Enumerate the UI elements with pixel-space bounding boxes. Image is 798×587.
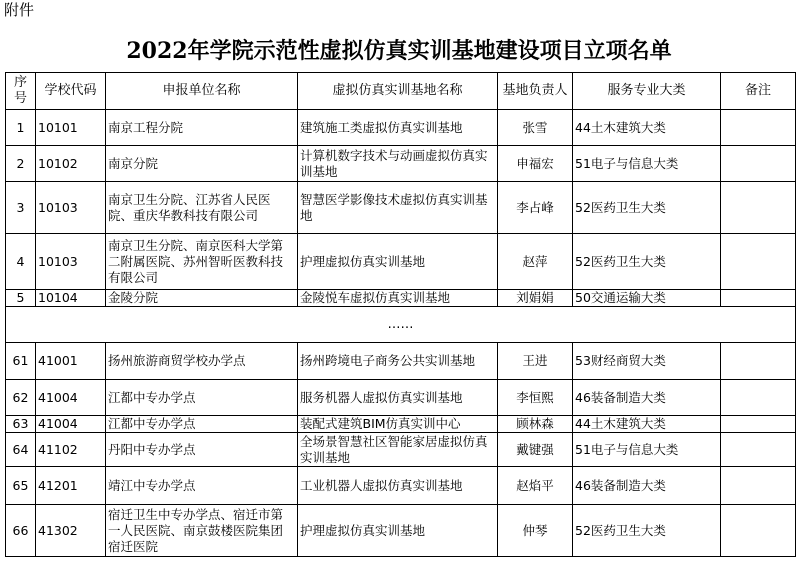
base-name-cell: 建筑施工类虚拟仿真实训基地 [298,110,498,146]
row-number-cell: 3 [6,182,36,234]
attachment-label: 附件 [4,1,35,19]
applicant-unit-cell: 江都中专办学点 [106,380,298,416]
base-name-cell: 工业机器人虚拟仿真实训基地 [298,467,498,505]
note-cell [721,234,796,290]
major-category-cell: 46装备制造大类 [573,467,721,505]
row-number-cell: 65 [6,467,36,505]
applicant-unit-cell: 南京卫生分院、南京医科大学第二附属医院、苏州智昕医教科技有限公司 [106,234,298,290]
project-list-table [5,72,796,557]
row-number-cell: 63 [6,416,36,433]
school-code-cell: 41201 [36,467,106,505]
applicant-unit-cell: 南京分院 [106,146,298,182]
table-row [6,416,796,433]
major-category-cell: 51电子与信息大类 [573,433,721,467]
base-name-cell: 计算机数字技术与动画虚拟仿真实训基地 [298,146,498,182]
row-number-cell: 5 [6,290,36,307]
table-row [6,433,796,467]
applicant-unit-cell: 金陵分院 [106,290,298,307]
table-row [6,505,796,557]
row-number-cell: 64 [6,433,36,467]
note-cell [721,505,796,557]
col-header-school-code: 学校代码 [36,73,106,110]
base-leader-cell: 李占峰 [498,182,573,234]
major-category-cell: 52医药卫生大类 [573,505,721,557]
applicant-unit-cell: 江都中专办学点 [106,416,298,433]
row-number-cell: 62 [6,380,36,416]
applicant-unit-cell: 扬州旅游商贸学校办学点 [106,343,298,380]
col-header-major-category: 服务专业大类 [573,73,721,110]
base-name-cell: 护理虚拟仿真实训基地 [298,505,498,557]
note-cell [721,416,796,433]
school-code-cell: 41001 [36,343,106,380]
document-title: 2022年学院示范性虚拟仿真实训基地建设项目立项名单 [126,38,672,64]
table-row [6,182,796,234]
base-leader-cell: 刘娟娟 [498,290,573,307]
school-code-cell: 41102 [36,433,106,467]
table-row [6,146,796,182]
applicant-unit-cell: 南京工程分院 [106,110,298,146]
col-header-no: 序号 [6,73,36,110]
school-code-cell: 41302 [36,505,106,557]
table-row [6,380,796,416]
school-code-cell: 10101 [36,110,106,146]
applicant-unit-cell: 靖江中专办学点 [106,467,298,505]
base-name-cell: 服务机器人虚拟仿真实训基地 [298,380,498,416]
table-row [6,110,796,146]
row-number-cell: 1 [6,110,36,146]
base-name-cell: 金陵悦车虚拟仿真实训基地 [298,290,498,307]
base-leader-cell: 李恒熙 [498,380,573,416]
school-code-cell: 41004 [36,380,106,416]
major-category-cell: 52医药卫生大类 [573,182,721,234]
note-cell [721,343,796,380]
note-cell [721,146,796,182]
note-cell [721,380,796,416]
applicant-unit-cell: 丹阳中专办学点 [106,433,298,467]
table-header-row [6,73,796,110]
applicant-unit-cell: 南京卫生分院、江苏省人民医院、重庆华教科技有限公司 [106,182,298,234]
note-cell [721,433,796,467]
major-category-cell: 52医药卫生大类 [573,234,721,290]
base-leader-cell: 申福宏 [498,146,573,182]
table-row [6,343,796,380]
base-name-cell: 智慧医学影像技术虚拟仿真实训基地 [298,182,498,234]
table-row [6,467,796,505]
col-header-applicant-unit: 申报单位名称 [106,73,298,110]
applicant-unit-cell: 宿迁卫生中专办学点、宿迁市第一人民医院、南京鼓楼医院集团宿迁医院 [106,505,298,557]
ellipsis-row [6,307,796,343]
note-cell [721,182,796,234]
major-category-cell: 44土木建筑大类 [573,416,721,433]
base-leader-cell: 王进 [498,343,573,380]
base-leader-cell: 赵焰平 [498,467,573,505]
school-code-cell: 10102 [36,146,106,182]
base-name-cell: 扬州跨境电子商务公共实训基地 [298,343,498,380]
school-code-cell: 10103 [36,182,106,234]
base-leader-cell: 张雪 [498,110,573,146]
row-number-cell: 61 [6,343,36,380]
col-header-note: 备注 [721,73,796,110]
school-code-cell: 10103 [36,234,106,290]
school-code-cell: 10104 [36,290,106,307]
table-row [6,234,796,290]
base-name-cell: 装配式建筑BIM仿真实训中心 [298,416,498,433]
major-category-cell: 46装备制造大类 [573,380,721,416]
table-body [6,110,796,557]
row-number-cell: 2 [6,146,36,182]
major-category-cell: 44土木建筑大类 [573,110,721,146]
major-category-cell: 51电子与信息大类 [573,146,721,182]
base-leader-cell: 顾林森 [498,416,573,433]
row-number-cell: 66 [6,505,36,557]
base-leader-cell: 仲琴 [498,505,573,557]
ellipsis-cell: …… [6,307,796,343]
note-cell [721,467,796,505]
col-header-leader: 基地负责人 [498,73,573,110]
base-name-cell: 全场景智慧社区智能家居虚拟仿真实训基地 [298,433,498,467]
base-leader-cell: 赵萍 [498,234,573,290]
row-number-cell: 4 [6,234,36,290]
base-name-cell: 护理虚拟仿真实训基地 [298,234,498,290]
table-row [6,290,796,307]
base-leader-cell: 戴键强 [498,433,573,467]
note-cell [721,110,796,146]
note-cell [721,290,796,307]
col-header-base-name: 虚拟仿真实训基地名称 [298,73,498,110]
major-category-cell: 53财经商贸大类 [573,343,721,380]
school-code-cell: 41004 [36,416,106,433]
major-category-cell: 50交通运输大类 [573,290,721,307]
